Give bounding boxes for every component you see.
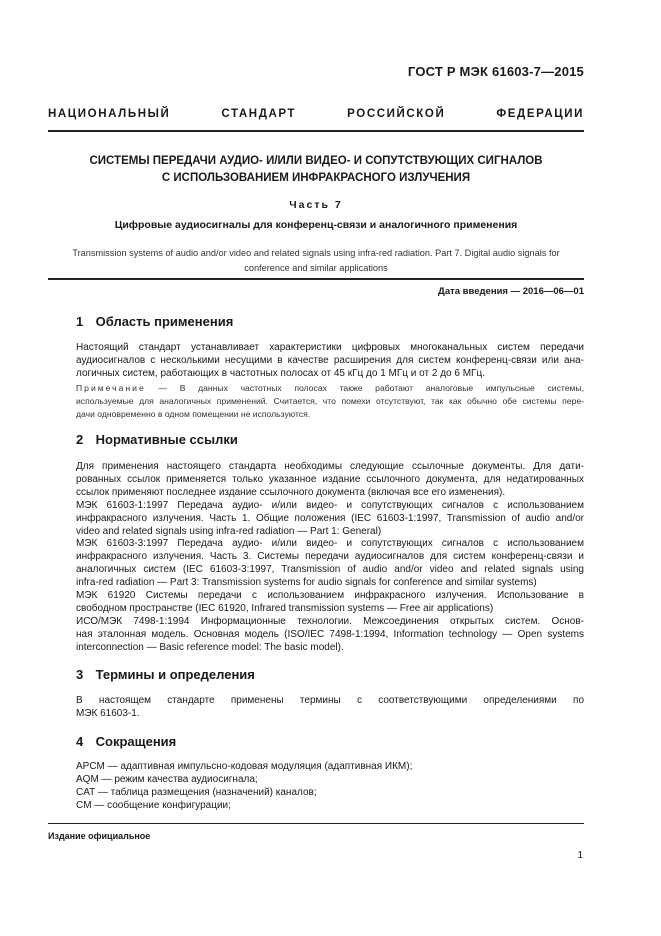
section-1-line-2: аудиосигналов с несколькими несущими в качестве расширения для систем конференц-связи или ана-	[76, 354, 584, 366]
document-title	[48, 153, 584, 187]
section-1-line-1: Настоящий стандарт устанавливает характеристики цифровых многоканальных систем передачи	[76, 342, 584, 353]
section-1-note	[76, 382, 584, 421]
section-3-line-2: МЭК 61603-1.	[76, 707, 140, 719]
section-1-heading	[76, 314, 233, 329]
section-2-intro-line-1: Для применения настоящего стандарта необходимы следующие ссылочные документы. Для дати-	[76, 461, 584, 472]
english-title	[48, 246, 584, 275]
section-2-number: 2	[76, 432, 84, 447]
section-3-body	[76, 695, 584, 721]
reference-2-line-2: инфракрасного излучения. Часть 3. Системы передачи аудиосигналов для систем конференц-связи и	[76, 551, 584, 563]
note-line-1: — В данных частотных полосах также работают аналоговые импульсные системы,	[145, 383, 584, 393]
note-line-3: дачи одновременно в одном помещении не используются.	[76, 409, 311, 419]
reference-4-line-3: interconnection — Basic reference model: The basic model).	[76, 641, 344, 653]
part-number: Часть 7	[289, 199, 343, 211]
reference-1-line-2: инфракрасного излучения. Часть 1. Общие положения (IEC 61603-1:1997, Transmission of audio and/or	[76, 512, 584, 524]
abbreviation-aqm: AQM — режим качества аудиосигнала;	[76, 773, 258, 785]
reference-4-line-2: ная эталонная модель. Основная модель (ISO/IEC 7498-1:1994, Information technology — Open systems	[76, 628, 584, 640]
section-3-title: Термины и определения	[95, 667, 255, 682]
english-title-line-1: Transmission systems of audio and/or video and related signals using infra-red radiation. Part 7. Digital audio signals for	[72, 248, 560, 258]
section-2-body	[76, 461, 584, 655]
national-standard-banner: НАЦИОНАЛЬНЫЙ СТАНДАРТ РОССИЙСКОЙ ФЕДЕРАЦИИ	[48, 108, 584, 120]
section-2-title: Нормативные ссылки	[95, 432, 238, 447]
reference-1-line-1: МЭК 61603-1:1997 Передача аудио- и/или видео- и сопутствующих сигналов с использованием	[76, 499, 584, 511]
reference-2-line-1: МЭК 61603-3:1997 Передача аудио- и/или видео- и сопутствующих сигналов с использованием	[76, 538, 584, 550]
section-3-line-1: В настоящем стандарте применены термины с соответствующими определениями по	[76, 695, 584, 706]
official-edition-label: Издание официальное	[48, 831, 151, 841]
note-line-2: используемые для аналогичных применений. Считается, что помехи отсутствуют, так как обычно обе системы пере-	[76, 396, 584, 406]
reference-2-line-4: infra-red radiation — Part 3: Transmission systems for audio signals for conference and similar systems)	[76, 577, 537, 589]
page-number: 1	[577, 850, 583, 861]
reference-4-line-1: ИСО/МЭК 7498-1:1994 Информационные технологии. Межсоединения открытых систем. Основ-	[76, 615, 584, 627]
reference-3-line-2: свободном пространстве (IEC 61920, Infrared transmission systems — Free air applications)	[76, 602, 494, 614]
english-title-line-2: conference and similar applications	[244, 262, 388, 273]
reference-2-line-3: аналогичных систем (IEC 61603-3:1997, Transmission of audio and/or video and related signals using	[76, 564, 584, 576]
reference-1-line-3: video and related signals using infra-red radiation — Part 1: General)	[76, 525, 382, 537]
title-line-1: СИСТЕМЫ ПЕРЕДАЧИ АУДИО- И/ИЛИ ВИДЕО- И СОПУТСТВУЮЩИХ СИГНАЛОВ	[89, 155, 543, 167]
note-label: Примечание	[76, 383, 146, 393]
section-3-number: 3	[76, 667, 84, 682]
section-2-heading	[76, 432, 238, 447]
section-4-number: 4	[76, 734, 84, 749]
abbreviation-cm: CM — сообщение конфигурации;	[76, 799, 231, 811]
section-2-intro-line-3: ссылок применяют последнее издание ссылочного документа (включая все его изменения).	[76, 486, 506, 498]
section-4-title: Сокращения	[95, 734, 177, 749]
abbreviation-apcm: APCM — адаптивная импульсно-кодовая модуляция (адаптивная ИКМ);	[76, 761, 413, 772]
standard-number: ГОСТ Р МЭК 61603-7—2015	[407, 64, 584, 79]
abbreviations-list	[76, 761, 584, 813]
section-4-heading	[76, 734, 176, 749]
footer-rule	[48, 823, 584, 824]
introduction-date: Дата введения — 2016—06—01	[438, 286, 584, 297]
section-3-heading	[76, 667, 255, 682]
section-2-intro-line-2: рованных ссылок применяется только указанное издание ссылочного документа, для недатированных	[76, 473, 584, 485]
section-1-number: 1	[76, 314, 84, 329]
title-rule	[48, 278, 584, 280]
reference-3-line-1: МЭК 61920 Системы передачи с использованием инфракрасного излучения. Использование в	[76, 590, 584, 602]
section-1-title: Область применения	[95, 314, 234, 329]
document-subtitle: Цифровые аудиосигналы для конференц-связи и аналогичного применения	[114, 219, 518, 231]
header-rule	[48, 130, 584, 132]
section-1-body	[76, 342, 584, 381]
title-line-2: С ИСПОЛЬЗОВАНИЕМ ИНФРАКРАСНОГО ИЗЛУЧЕНИЯ	[161, 172, 471, 184]
section-1-line-3: логичных систем, работающих в частотных полосах от 45 кГц до 1 МГц и от 2 до 6 МГц.	[76, 367, 485, 379]
abbreviation-cat: CAT — таблица размещения (назначений) каналов;	[76, 786, 317, 798]
